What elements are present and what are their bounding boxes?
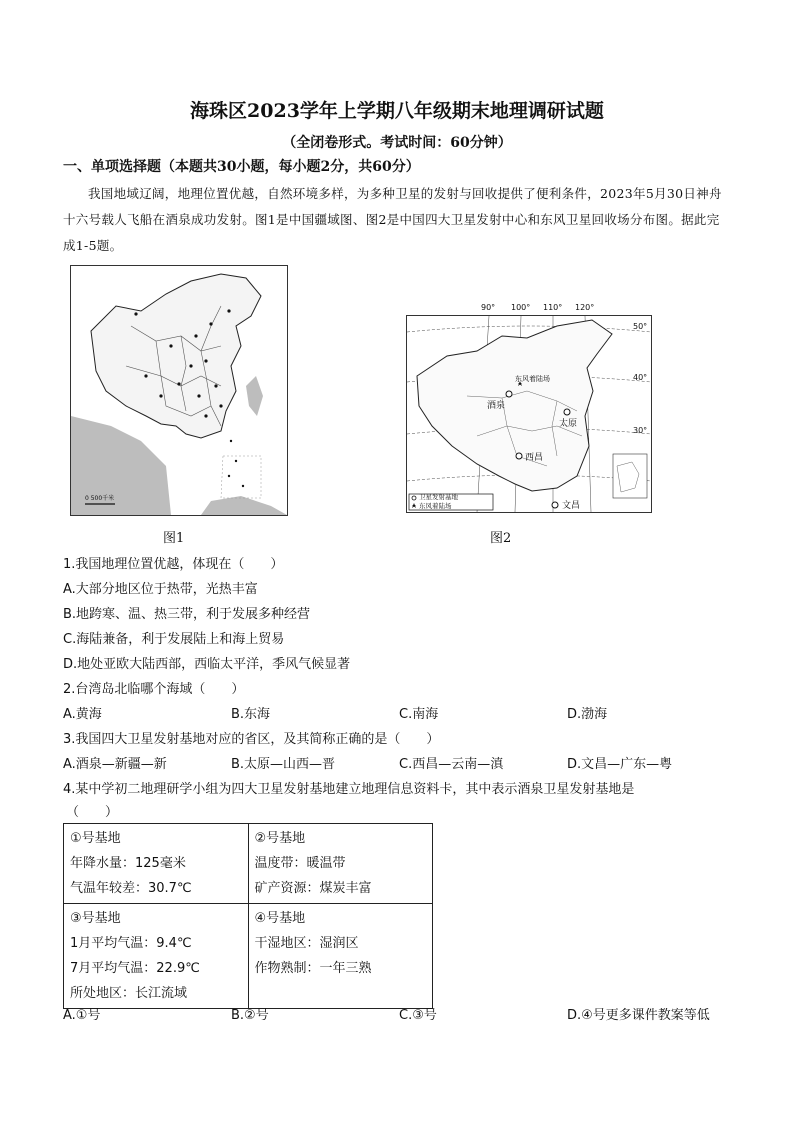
card-line: ④号基地 bbox=[254, 911, 306, 926]
question-1-option-b[interactable]: B.地跨寒、温、热三带，利于发展多种经营 bbox=[63, 607, 311, 622]
legend-landing-site: 东风着陆场 bbox=[419, 502, 452, 510]
question-4-option-c[interactable]: C.③号 bbox=[399, 1008, 437, 1023]
question-1-option-c[interactable]: C.海陆兼备，利于发展陆上和海上贸易 bbox=[63, 632, 285, 647]
card-line: 1月平均气温：9.4℃ bbox=[70, 936, 192, 951]
site-label-dongfeng: 东风着陆场 bbox=[515, 375, 550, 383]
lon-label: 90° bbox=[481, 303, 496, 312]
page-title: 海珠区2023学年上学期八年级期末地理调研试题 bbox=[190, 100, 604, 122]
card-line: ③号基地 bbox=[70, 911, 121, 926]
question-2-stem: 2.台湾岛北临哪个海域（ ） bbox=[63, 682, 245, 697]
question-2-option-d[interactable]: D.渤海 bbox=[567, 707, 608, 722]
info-card-4 bbox=[248, 904, 433, 1009]
lat-label: 50° bbox=[633, 322, 648, 331]
exam-info: （全闭卷形式。考试时间：60分钟） bbox=[282, 135, 512, 151]
question-2-option-b[interactable]: B.东海 bbox=[231, 707, 271, 722]
card-line: 7月平均气温：22.9℃ bbox=[70, 961, 200, 976]
info-card-1 bbox=[64, 824, 249, 904]
figure2-caption: 图2 bbox=[490, 531, 512, 546]
question-1-option-d[interactable]: D.地处亚欧大陆西部，西临太平洋，季风气候显著 bbox=[63, 657, 351, 672]
question-4-option-b[interactable]: B.②号 bbox=[231, 1008, 269, 1023]
section-heading: 一、单项选择题（本题共30小题，每小题2分，共60分） bbox=[63, 159, 420, 175]
card-line: ②号基地 bbox=[254, 831, 306, 846]
card-line: 干湿地区：湿润区 bbox=[254, 936, 359, 951]
question-3-stem: 3.我国四大卫星发射基地对应的省区，及其简称正确的是（ ） bbox=[63, 732, 440, 747]
card-line: 矿产资源：煤炭丰富 bbox=[254, 881, 372, 896]
question-4-option-d[interactable]: D.④号更多课件教案等低 bbox=[567, 1008, 710, 1023]
card-line: 年降水量：125毫米 bbox=[70, 856, 186, 871]
figure1-caption: 图1 bbox=[163, 531, 185, 546]
question-1-stem: 1.我国地理位置优越，体现在（ ） bbox=[63, 557, 284, 572]
question-2-option-a[interactable]: A.黄海 bbox=[63, 707, 102, 722]
figure1-scale: 0 500千米 bbox=[85, 495, 115, 502]
lon-label: 100° bbox=[511, 303, 531, 312]
lat-label: 30° bbox=[633, 426, 648, 435]
question-1-option-a[interactable]: A.大部分地区位于热带，光热丰富 bbox=[63, 582, 258, 597]
question-4-stem: 4.某中学初二地理研学小组为四大卫星发射基地建立地理信息资料卡，其中表示酒泉卫星发射基地是 bbox=[63, 782, 635, 797]
china-territory-map bbox=[71, 266, 287, 515]
question-2-option-c[interactable]: C.南海 bbox=[399, 707, 439, 722]
site-label-taiyuan: 太原 bbox=[559, 419, 578, 429]
card-line: ①号基地 bbox=[70, 831, 121, 846]
figure1-map bbox=[70, 265, 288, 516]
question-3-option-b[interactable]: B.太原—山西—晋 bbox=[231, 757, 336, 772]
question-4-option-a[interactable]: A.①号 bbox=[63, 1008, 101, 1023]
lon-label: 120° bbox=[575, 303, 595, 312]
card-line: 气温年较差：30.7℃ bbox=[70, 881, 192, 896]
question-3-option-c[interactable]: C.西昌—云南—滇 bbox=[399, 757, 504, 772]
site-label-jiuquan: 酒泉 bbox=[487, 401, 506, 411]
info-card-2 bbox=[248, 824, 433, 904]
card-line: 作物熟制：一年三熟 bbox=[254, 961, 372, 976]
intro-line: 收场分布图。据此完成1-5题。 bbox=[63, 212, 720, 253]
card-line: 所处地区：长江流域 bbox=[70, 986, 188, 1001]
question-3-option-a[interactable]: A.酒泉—新疆—新 bbox=[63, 757, 167, 772]
question-3-option-d[interactable]: D.文昌—广东—粤 bbox=[567, 757, 673, 772]
site-label-wenchang: 文昌 bbox=[562, 501, 581, 511]
lon-label: 110° bbox=[543, 303, 563, 312]
info-card-3 bbox=[64, 904, 249, 1009]
intro-line: 我国地域辽阔，地理位置优越，自然环境多样，为多种卫星的发射与回收提供了便利条件，2023年5月 bbox=[88, 186, 667, 201]
launch-sites-map bbox=[407, 316, 651, 512]
intro-line: 30日神舟十六号载人飞船在酒泉成功发射。图1是中国疆域图、图2是中国四大卫星发射中心和东风卫星回 bbox=[63, 186, 722, 227]
site-label-xichang: 西昌 bbox=[525, 453, 544, 463]
legend-launch-base: 卫星发射基地 bbox=[419, 493, 458, 501]
question-4-stem-bracket: （ ） bbox=[66, 805, 119, 820]
figure2-map bbox=[406, 303, 652, 513]
base-info-table bbox=[63, 823, 433, 1009]
card-line: 温度带：暖温带 bbox=[254, 856, 346, 871]
intro-paragraph bbox=[63, 181, 731, 259]
lat-label: 40° bbox=[633, 373, 648, 382]
